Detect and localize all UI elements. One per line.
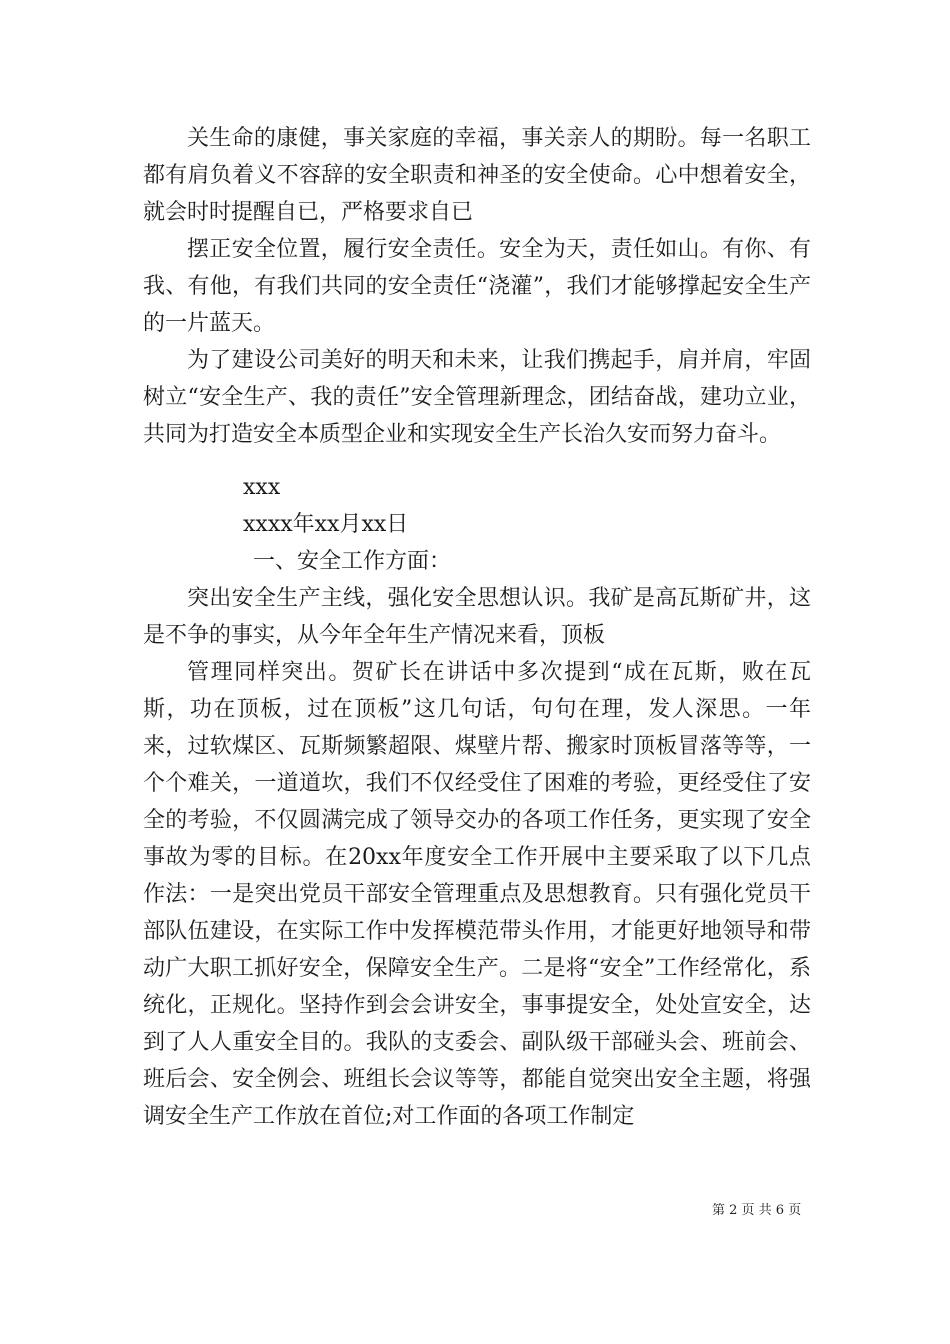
paragraph: 摆正安全位置，履行安全责任。安全为天，责任如山。有你、有我、有他，有我们共同的安全责任“浇灌”，我们才能够撑起安全生产的一片蓝天。 — [143, 237, 811, 336]
date-line: xxxx年xx月xx日 — [243, 512, 409, 537]
document-body — [143, 120, 811, 1135]
paragraph: 管理同样突出。贺矿长在讲话中多次提到“成在瓦斯，败在瓦斯，功在顶板，过在顶板”这几句话，句句在理，发人深思。一年来，过软煤区、瓦斯频繁超限、煤壁片帮、搬家时顶板冒落等等，一个个难关，一道道坎，我们不仅经受住了困难的考验，更经受住了安全的考验，不仅圆满完成了领导交办的各项工作任务，更实现了安全事故为零的目标。在20xx年度安全工作开展中主要采取了以下几点作法：一是突出党员干部安全管理重点及思想教育。只有强化党员干部队伍建设，在实际工作中发挥模范带头作用，才能更好地领导和带动广大职工抓好安全，保障安全生产。二是将“安全”工作经常化，系统化，正规化。坚持作到会会讲安全，事事提安全，处处宣安全，达到了人人重安全目的。我队的支委会、副队级干部碰头会、班前会、班后会、安全例会、班组长会议等等，都能自觉突出安全主题，将强调安全生产工作放在首位;对工作面的各项工作制定 — [143, 660, 811, 1129]
signature: xxx — [243, 475, 281, 500]
paragraph: 关生命的康健，事关家庭的幸福，事关亲人的期盼。每一名职工都有肩负着义不容辞的安全职责和神圣的安全使命。心中想着安全，就会时时提醒自已，严格要求自已 — [143, 126, 811, 225]
page-number-footer: 第 2 页 共 6 页 — [712, 1203, 802, 1218]
paragraph: 突出安全生产主线，强化安全思想认识。我矿是高瓦斯矿井，这是不争的事实，从今年全年生产情况来看，顶板 — [143, 586, 811, 648]
paragraph: 为了建设公司美好的明天和未来，让我们携起手，肩并肩，牢固树立“安全生产、我的责任”安全管理新理念，团结奋战，建功立业，共同为打造安全本质型企业和实现安全生产长治久安而努力奋斗。 — [143, 348, 811, 447]
section-heading: 一、安全工作方面： — [253, 549, 452, 574]
